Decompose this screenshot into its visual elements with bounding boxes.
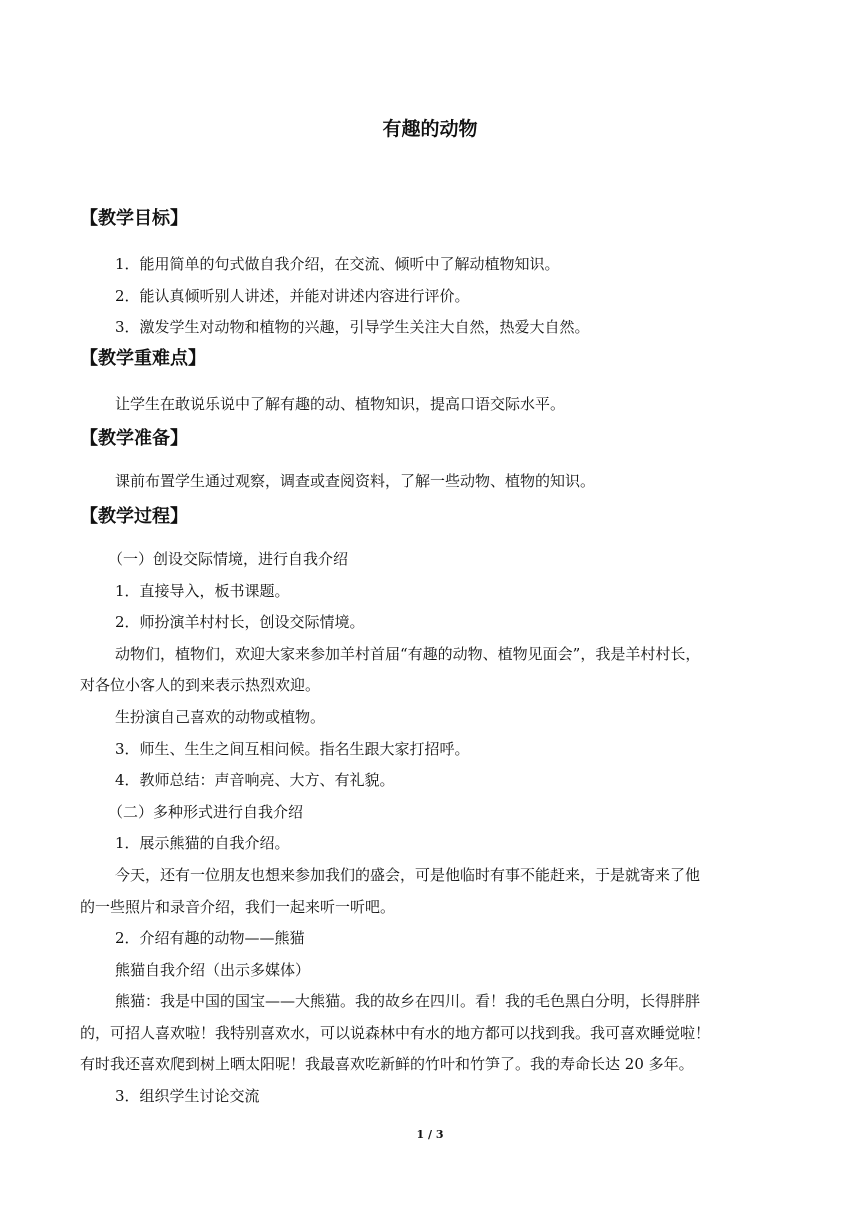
- key-points-text: 让学生在敢说乐说中了解有趣的动、植物知识，提高口语交际水平。: [115, 395, 566, 413]
- section-heading-key-points: 【教学重难点】: [80, 348, 206, 369]
- process-paragraph: 的一些照片和录音介绍，我们一起来听一听吧。: [80, 898, 396, 916]
- process-paragraph: 动物们，植物们，欢迎大家来参加羊村首届“有趣的动物、植物见面会”，我是羊村村长，: [115, 645, 701, 663]
- process-paragraph: 4．教师总结：声音响亮、大方、有礼貌。: [115, 771, 395, 789]
- process-paragraph: 2．介绍有趣的动物——熊猫: [115, 929, 305, 947]
- preparation-text: 课前布置学生通过观察，调查或查阅资料，了解一些动物、植物的知识。: [115, 472, 596, 490]
- page-number: 1 / 3: [416, 1128, 444, 1141]
- section-heading-goals: 【教学目标】: [80, 208, 188, 229]
- process-paragraph: 熊猫：我是中国的国宝——大熊猫。我的故乡在四川。看！我的毛色黑白分明，长得胖胖: [115, 992, 701, 1010]
- process-paragraph: 有时我还喜欢爬到树上晒太阳呢！我最喜欢吃新鲜的竹叶和竹笋了。我的寿命长达 20 多年。: [80, 1055, 694, 1073]
- process-paragraph: 2．师扮演羊村村长，创设交际情境。: [115, 613, 365, 631]
- process-paragraph: （二）多种形式进行自我介绍: [108, 803, 304, 821]
- process-paragraph: 生扮演自己喜欢的动物或植物。: [115, 708, 326, 726]
- process-paragraph: 熊猫自我介绍（出示多媒体）: [115, 961, 311, 979]
- goal-item: 2．能认真倾听别人讲述，并能对讲述内容进行评价。: [115, 287, 470, 305]
- process-paragraph: 对各位小客人的到来表示热烈欢迎。: [80, 676, 321, 694]
- section-heading-preparation: 【教学准备】: [80, 428, 188, 449]
- process-paragraph: 1．直接导入，板书课题。: [115, 582, 290, 600]
- process-paragraph: 3．组织学生讨论交流: [115, 1087, 260, 1105]
- process-paragraph: 1．展示熊猫的自我介绍。: [115, 834, 290, 852]
- process-paragraph: （一）创设交际情境，进行自我介绍: [108, 550, 349, 568]
- process-paragraph: 的，可招人喜欢啦！我特别喜欢水，可以说森林中有水的地方都可以找到我。我可喜欢睡觉啦！: [80, 1024, 711, 1042]
- section-heading-process: 【教学过程】: [80, 506, 188, 527]
- process-paragraph: 今天，还有一位朋友也想来参加我们的盛会，可是他临时有事不能赶来，于是就寄来了他: [115, 866, 701, 884]
- process-paragraph: 3．师生、生生之间互相问候。指名生跟大家打招呼。: [115, 740, 470, 758]
- goal-item: 1．能用简单的句式做自我介绍，在交流、倾听中了解动植物知识。: [115, 255, 560, 273]
- goal-item: 3．激发学生对动物和植物的兴趣，引导学生关注大自然，热爱大自然。: [115, 318, 590, 336]
- document-title: 有趣的动物: [382, 118, 478, 140]
